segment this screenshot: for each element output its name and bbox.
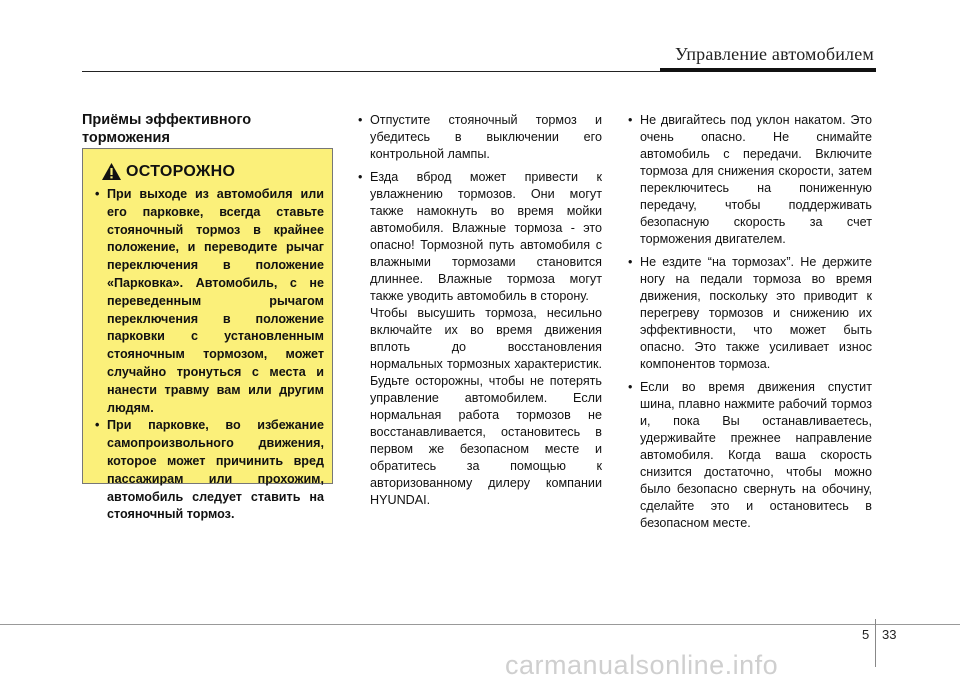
running-header: Управление автомобилем bbox=[674, 44, 874, 64]
warning-header bbox=[101, 162, 235, 181]
bullet-item: • Если во время движения спустит шина, плавно нажмите рабочий тормоз и, пока Вы останавливаетесь, удерживайте прежнее направление автомобиля. Когда ваша скорость снизится достаточно, чтобы можно было безопасно свернуть на обочину, сделайте это и остановитесь в безопасном месте. bbox=[626, 379, 872, 532]
footer-rule bbox=[0, 624, 960, 625]
bullet-item: • Отпустите стояночный тормоз и убедитесь в выключении его контрольной лампы. bbox=[356, 112, 602, 163]
warning-item: • При парковке, во избежание самопроизвольного движения, которое может причинить вред пассажирам или прохожим, автомобиль следует ставить на стояночный тормоз. bbox=[93, 417, 324, 524]
watermark: carmanualsonline.info bbox=[505, 650, 779, 680]
warning-box bbox=[82, 148, 333, 522]
bullet-item: • Не двигайтесь под уклон накатом. Это очень опасно. Не снимайте автомобиль с передачи. Включите тормоза для снижения скорости, затем переключитесь на пониженную передачу, чтобы поддерживать безопасную скорость за счет торможения двигателем. bbox=[626, 112, 872, 248]
text-column-middle bbox=[356, 112, 602, 509]
page-number: 33 bbox=[882, 627, 897, 642]
paragraph: Чтобы высушить тормоза, несильно включайте их во время движения вплоть до восстановления нормальных тормозных характеристик. Будьте осторожны, чтобы не потерять управление автомобилем. Если нормальная работа тормозов не восстанавливается, остановитесь в первом же безопасном месте и обратитесь за помощью к авторизованному дилеру компании HYUNDAI. bbox=[370, 306, 602, 507]
warning-triangle-icon bbox=[101, 162, 122, 181]
footer-divider bbox=[875, 619, 876, 667]
section-title: Приёмы эффективного торможения bbox=[82, 112, 252, 146]
text-column-right bbox=[626, 112, 872, 538]
warning-item: • При выходе из автомобиля или его парковке, всегда ставьте стояночный тормоз в крайнее положение, и переводите рычаг переключения в положение «Парковка». Автомобиль, с не переведенным рычагом переключения в положение парковки с установленным стояночным тормозом, может случайно тронуться с места и нанести травму вам или другим людям. bbox=[93, 186, 324, 417]
header-rule-accent bbox=[660, 68, 876, 72]
warning-list bbox=[93, 186, 324, 524]
chapter-number: 5 bbox=[862, 627, 870, 642]
bullet-item: • Не ездите “на тормозах”. Не держите ногу на педали тормоза во время движения, поскольку это приводит к перегреву тормозов и снижению их эффективности, что может быть опасно. Это также усиливает износ компонентов тормоза. bbox=[626, 254, 872, 373]
warning-label: ОСТОРОЖНО bbox=[126, 162, 236, 180]
bullet-item: • Езда вброд может привести к увлажнению тормозов. Они могут также намокнуть во время мойки автомобиля. Влажные тормоза - это опасно! Тормозной путь автомобиля с влажными тормозами становится длиннее. Влажные тормоза могут также уводить автомобиль в сторону. bbox=[356, 169, 602, 305]
